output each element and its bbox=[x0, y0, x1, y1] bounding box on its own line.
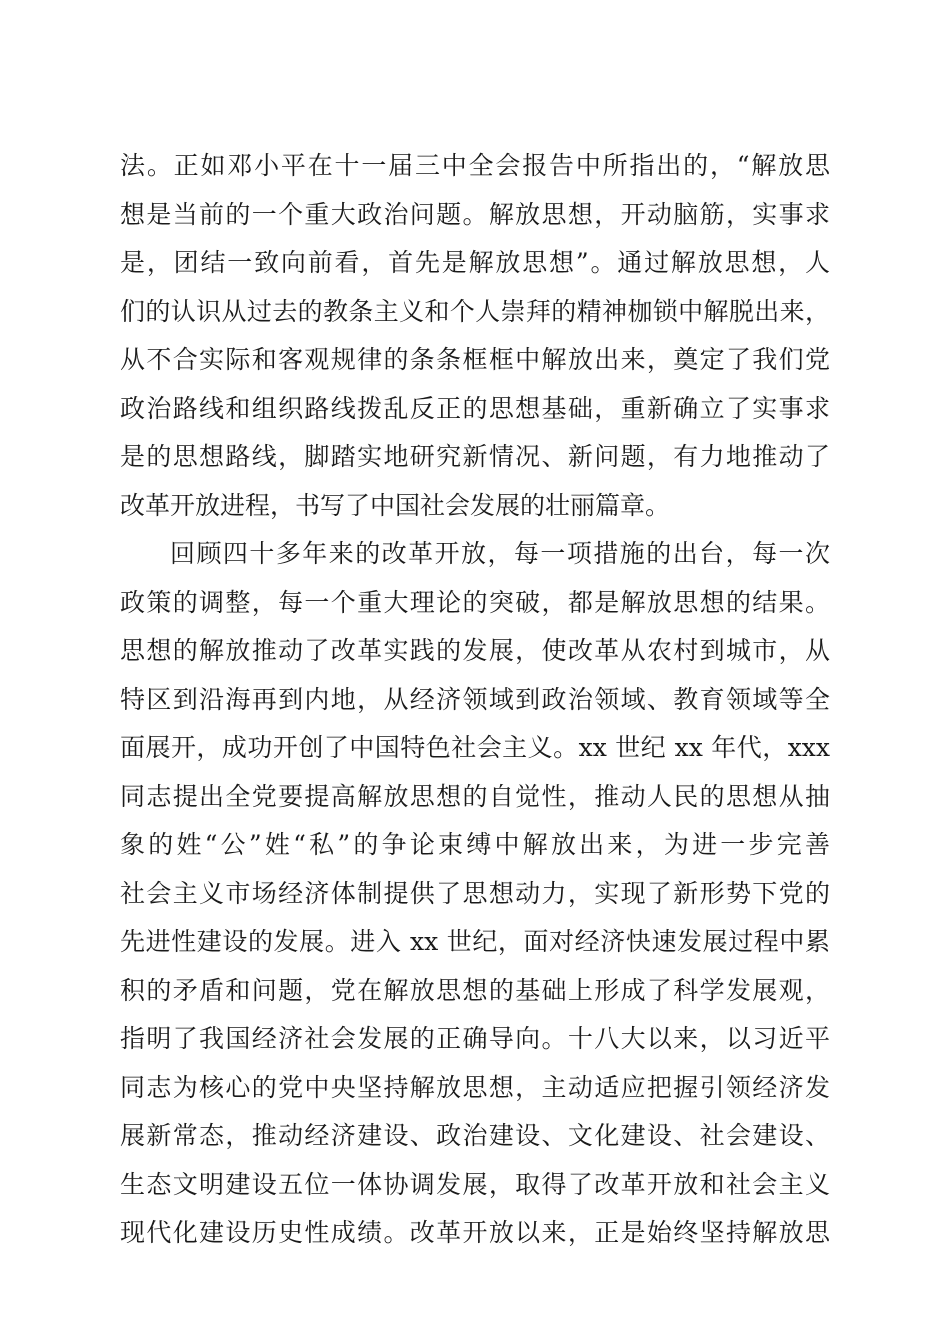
text-line: 改革开放进程，书写了中国社会发展的壮丽篇章。 bbox=[120, 490, 671, 520]
text-line: 象的姓“公”姓“私”的争论束缚中解放出来，为进一步完善 bbox=[120, 830, 830, 859]
text-line: 积的矛盾和问题，党在解放思想的基础上形成了科学发展观， bbox=[120, 975, 830, 1005]
text-line: 先进性建设的发展。进入 xx 世纪，面对经济快速发展过程中累 bbox=[120, 927, 830, 956]
text-line: 想是当前的一个重大政治问题。解放思想，开动脑筋，实事求 bbox=[120, 199, 830, 229]
text-line: 思想的解放推动了改革实践的发展，使改革从农村到城市，从 bbox=[120, 636, 830, 665]
text-line: 特区到沿海再到内地，从经济领域到政治领域、教育领域等全 bbox=[120, 684, 830, 714]
text-line: 是，团结一致向前看，首先是解放思想”。通过解放思想，人 bbox=[120, 248, 830, 277]
paragraph-2 bbox=[120, 530, 830, 1258]
text-line: 社会主义市场经济体制提供了思想动力，实现了新形势下党的 bbox=[120, 878, 830, 908]
text-line: 们的认识从过去的教条主义和个人崇拜的精神枷锁中解脱出来， bbox=[120, 296, 830, 326]
text-line: 法。正如邓小平在十一届三中全会报告中所指出的，“解放思 bbox=[120, 151, 830, 180]
text-line: 面展开，成功开创了中国特色社会主义。xx 世纪 xx 年代，xxx bbox=[120, 733, 830, 762]
text-line: 是的思想路线，脚踏实地研究新情况、新问题，有力地推动了 bbox=[120, 442, 830, 471]
text-line: 同志为核心的党中央坚持解放思想，主动适应把握引领经济发 bbox=[120, 1072, 830, 1102]
text-line: 现代化建设历史性成绩。改革开放以来，正是始终坚持解放思 bbox=[120, 1218, 830, 1247]
text-line: 政策的调整，每一个重大理论的突破，都是解放思想的结果。 bbox=[120, 587, 830, 617]
text-line: 展新常态，推动经济建设、政治建设、文化建设、社会建设、 bbox=[120, 1121, 830, 1150]
document-body bbox=[120, 142, 830, 1258]
paragraph-1 bbox=[120, 142, 830, 530]
text-line: 同志提出全党要提高解放思想的自觉性，推动人民的思想从抽 bbox=[120, 781, 830, 811]
text-line: 从不合实际和客观规律的条条框框中解放出来，奠定了我们党 bbox=[120, 345, 830, 374]
text-line: 回顾四十多年来的改革开放，每一项措施的出台，每一次 bbox=[170, 539, 830, 568]
text-line: 指明了我国经济社会发展的正确导向。十八大以来，以习近平 bbox=[120, 1024, 830, 1053]
text-line: 生态文明建设五位一体协调发展，取得了改革开放和社会主义 bbox=[120, 1169, 830, 1199]
text-line: 政治路线和组织路线拨乱反正的思想基础，重新确立了实事求 bbox=[120, 393, 830, 423]
